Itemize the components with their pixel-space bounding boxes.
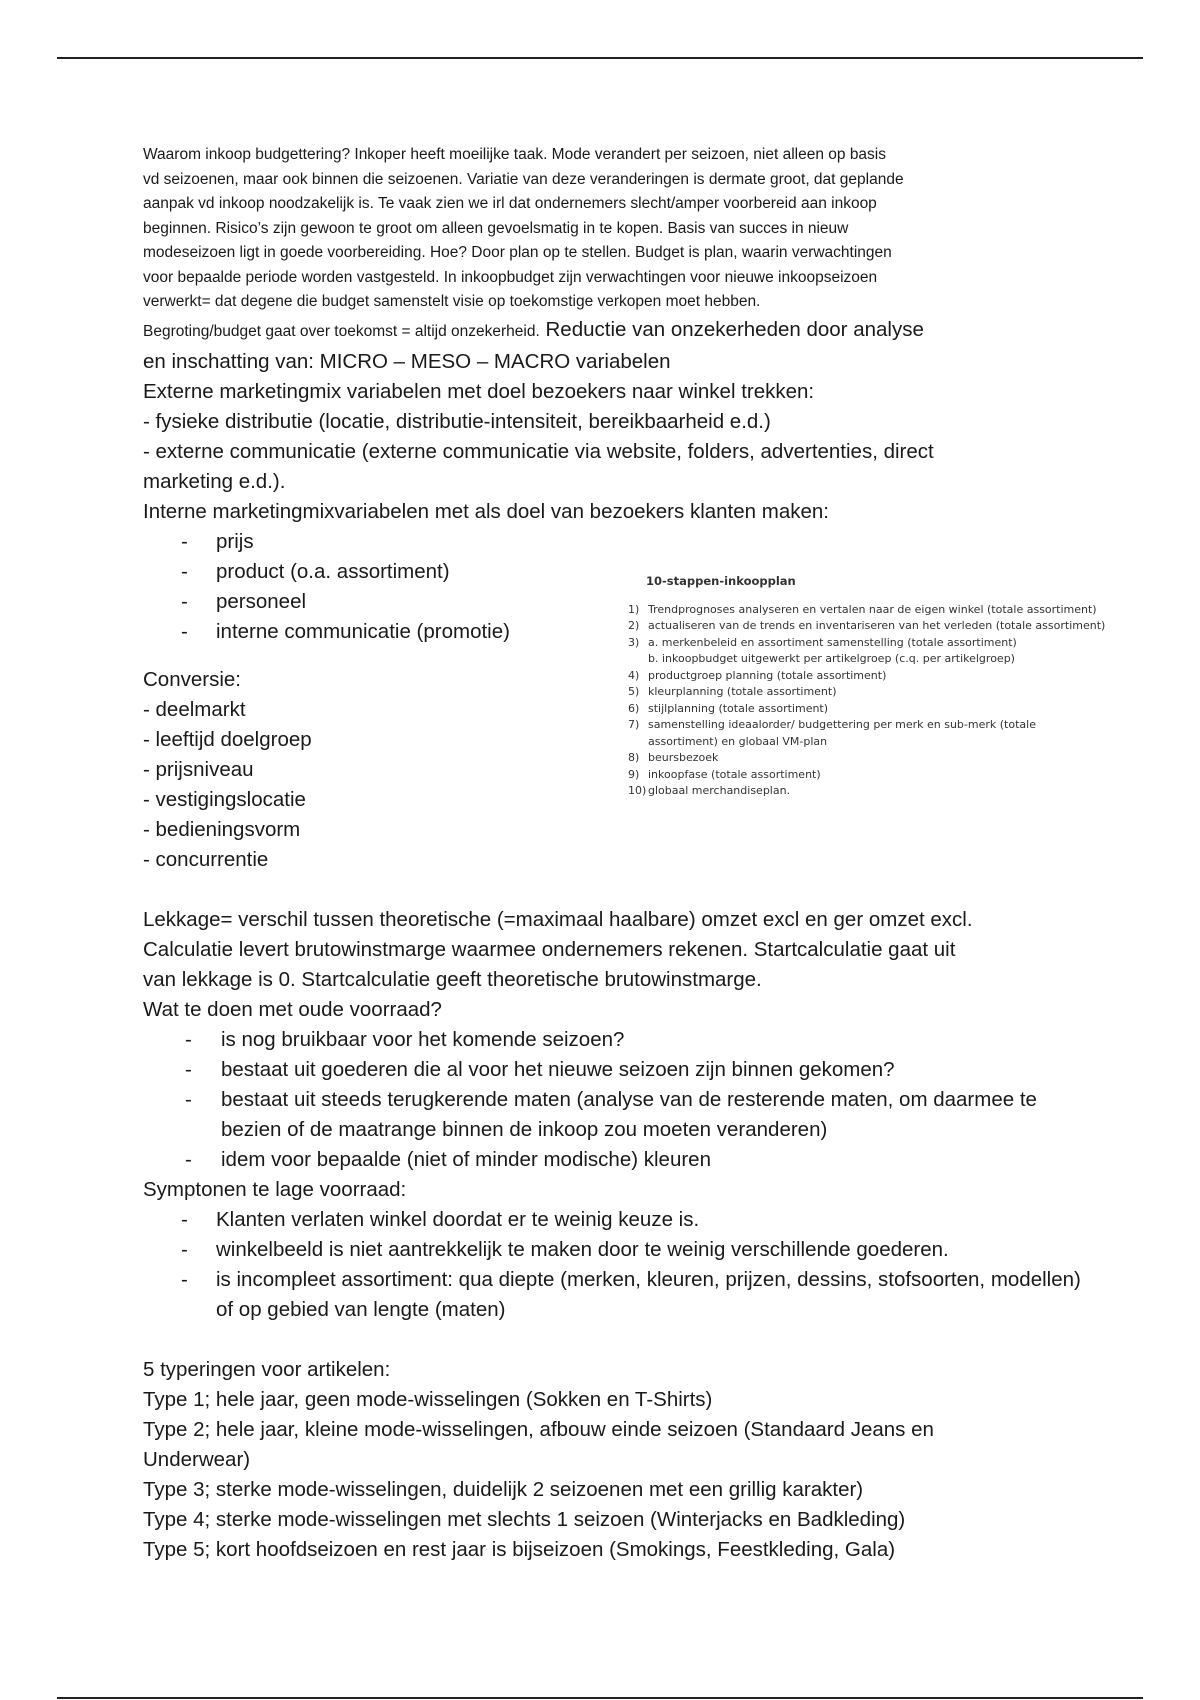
list-item: - is nog bruikbaar voor het komende seizoen? bbox=[143, 1025, 1083, 1055]
symptonen-heading: Symptonen te lage voorraad: bbox=[143, 1177, 407, 1201]
begroting-line bbox=[143, 315, 1083, 347]
figure-item bbox=[628, 602, 1148, 619]
list-item: - vestigingslocatie bbox=[143, 787, 306, 811]
list-item: - concurrentie bbox=[143, 847, 269, 871]
figure-item bbox=[628, 767, 1148, 784]
footer-rule bbox=[57, 1697, 1143, 1699]
text-line: Lekkage= verschil tussen theoretische (=maximaal haalbare) omzet excl en ger omzet excl. bbox=[143, 907, 973, 931]
item-text: inkoopfase (totale assortiment) bbox=[648, 767, 821, 781]
interne-heading: Interne marketingmixvariabelen met als doel van bezoekers klanten maken: bbox=[143, 499, 829, 523]
text-line: Underwear) bbox=[143, 1447, 251, 1471]
item-number: 4) bbox=[628, 668, 640, 682]
item-text: productgroep planning (totale assortiment) bbox=[648, 668, 887, 682]
voorraad-section bbox=[143, 995, 1083, 1175]
figure-list bbox=[628, 602, 1148, 800]
text-line: aanpak vd inkoop noodzakelijk is. Te vaak zien we irl dat ondernemers slecht/amper voorbereid aan inkoop bbox=[143, 195, 877, 212]
list-item: - bestaat uit goederen die al voor het nieuwe seizoen zijn binnen gekomen? bbox=[143, 1055, 1083, 1085]
item-text: samenstelling ideaalorder/ budgettering per merk en sub-merk (totale bbox=[648, 718, 1036, 731]
list-item: - Klanten verlaten winkel doordat er te weinig keuze is. bbox=[143, 1205, 1083, 1235]
text-line: en inschatting van: MICRO – MESO – MACRO variabelen bbox=[143, 349, 671, 373]
item-text: stijlplanning (totale assortiment) bbox=[648, 701, 829, 715]
header-rule bbox=[57, 57, 1143, 59]
list-item: - product (o.a. assortiment) bbox=[143, 557, 1083, 587]
intro-paragraph bbox=[143, 143, 1083, 377]
list-item: - leeftijd doelgroep bbox=[143, 727, 312, 751]
figure-item bbox=[628, 750, 1148, 767]
item-number: 5) bbox=[628, 685, 640, 698]
list-item: - is incompleet assortiment: qua diepte (merken, kleuren, prijzen, dessins, stofsoorten, modellen) of op gebied van lengte (maten) bbox=[143, 1265, 1083, 1325]
symptonen-section bbox=[143, 1175, 1083, 1325]
figure-item bbox=[628, 734, 1148, 751]
figure-title: 10-stappen-inkoopplan bbox=[646, 574, 796, 588]
text-line: Waarom inkoop budgettering? Inkoper heeft moeilijke taak. Mode verandert per seizoen, niet alleen op basis bbox=[143, 146, 887, 163]
text-line: Type 3; sterke mode-wisselingen, duidelijk 2 seizoenen met een grillig karakter) bbox=[143, 1477, 864, 1501]
voorraad-heading: Wat te doen met oude voorraad? bbox=[143, 997, 442, 1021]
list-item: - prijsniveau bbox=[143, 757, 254, 781]
list-item: - interne communicatie (promotie) bbox=[143, 617, 1083, 647]
text-line: verwerkt= dat degene die budget samenstelt visie op toekomstige verkopen moet hebben. bbox=[143, 293, 761, 310]
text-line: voor bepaalde periode worden vastgesteld. In inkoopbudget zijn verwachtingen voor nieuwe inkoopseizoen bbox=[143, 268, 878, 286]
item-number: 1) bbox=[628, 602, 640, 616]
text-line: - fysieke distributie (locatie, distributie-intensiteit, bereikbaarheid e.d.) bbox=[143, 409, 771, 433]
item-number: 2) bbox=[628, 619, 640, 632]
item-number: 8) bbox=[628, 751, 640, 764]
lekkage-section bbox=[143, 905, 1083, 995]
item-number: 7) bbox=[628, 718, 640, 731]
item-text: kleurplanning (totale assortiment) bbox=[648, 685, 837, 698]
item-text: a. merkenbeleid en assortiment samenstelling (totale assortiment) bbox=[648, 635, 1017, 649]
begroting-small: Begroting/budget gaat over toekomst = altijd onzekerheid. bbox=[143, 322, 540, 340]
voorraad-list bbox=[143, 1025, 1083, 1175]
text-line: marketing e.d.). bbox=[143, 469, 286, 493]
document-body bbox=[143, 143, 1083, 1565]
item-text: globaal merchandiseplan. bbox=[648, 784, 791, 797]
externe-section bbox=[143, 377, 1083, 497]
item-number: 6) bbox=[628, 701, 640, 715]
figure-item bbox=[628, 618, 1148, 635]
list-item: - personeel bbox=[143, 587, 1083, 617]
symptonen-list bbox=[143, 1205, 1083, 1325]
item-text: b. inkoopbudget uitgewerkt per artikelgroep (c.q. per artikelgroep) bbox=[648, 652, 1015, 665]
figure-item bbox=[628, 635, 1148, 652]
ten-step-plan-figure bbox=[628, 573, 1148, 800]
item-text: beursbezoek bbox=[648, 751, 719, 764]
text-line: Type 2; hele jaar, kleine mode-wisselingen, afbouw einde seizoen (Standaard Jeans en bbox=[143, 1417, 934, 1441]
text-line: modeseizoen ligt in goede voorbereiding. Hoe? Door plan op te stellen. Budget is plan, waarin verwachtingen bbox=[143, 244, 892, 261]
list-item: - deelmarkt bbox=[143, 697, 246, 721]
text-line: vd seizoenen, maar ook binnen die seizoenen. Variatie van deze veranderingen is dermate groot, dat geplande bbox=[143, 170, 904, 188]
text-line: Type 5; kort hoofdseizoen en rest jaar is bijseizoen (Smokings, Feestkleding, Gala) bbox=[143, 1537, 896, 1561]
item-number: 9) bbox=[628, 767, 640, 781]
list-item: - bedieningsvorm bbox=[143, 817, 301, 841]
text-line: Type 4; sterke mode-wisselingen met slechts 1 seizoen (Winterjacks en Badkleding) bbox=[143, 1507, 906, 1531]
externe-heading: Externe marketingmix variabelen met doel bezoekers naar winkel trekken: bbox=[143, 379, 815, 403]
list-item: - idem voor bepaalde (niet of minder modische) kleuren bbox=[143, 1145, 1083, 1175]
item-text: actualiseren van de trends en inventariseren van het verleden (totale assortiment) bbox=[648, 619, 1106, 632]
text-line: van lekkage is 0. Startcalculatie geeft theoretische brutowinstmarge. bbox=[143, 967, 762, 991]
item-number: 3) bbox=[628, 635, 640, 649]
text-line: - externe communicatie (externe communicatie via website, folders, advertenties, direct bbox=[143, 439, 934, 463]
text-line: Type 1; hele jaar, geen mode-wisselingen (Sokken en T-Shirts) bbox=[143, 1387, 713, 1411]
item-text: assortiment) en globaal VM-plan bbox=[648, 734, 828, 748]
item-number: 10) bbox=[628, 784, 647, 797]
list-item: - bestaat uit steeds terugkerende maten (analyse van de resterende maten, om daarmee te bezien of de maatrange binnen de inkoop zou moeten veranderen) bbox=[143, 1085, 1083, 1145]
list-item: - winkelbeeld is niet aantrekkelijk te maken door te weinig verschillende goederen. bbox=[143, 1235, 1083, 1265]
begroting-large: Reductie van onzekerheden door analyse bbox=[539, 317, 924, 341]
figure-item bbox=[628, 701, 1148, 718]
figure-item bbox=[628, 783, 1148, 800]
figure-item bbox=[628, 668, 1148, 685]
list-item: - prijs bbox=[143, 527, 1083, 557]
text-line: Calculatie levert brutowinstmarge waarmee ondernemers rekenen. Startcalculatie gaat uit bbox=[143, 937, 956, 961]
item-text: Trendprognoses analyseren en vertalen naar de eigen winkel (totale assortiment) bbox=[648, 602, 1097, 616]
figure-item bbox=[628, 684, 1148, 701]
typeringen-heading: 5 typeringen voor artikelen: bbox=[143, 1357, 391, 1381]
figure-item bbox=[628, 717, 1148, 734]
typeringen-section bbox=[143, 1355, 1083, 1565]
conversie-heading: Conversie: bbox=[143, 667, 241, 691]
text-line: beginnen. Risico’s zijn gewoon te groot om alleen gevoelsmatig in te kopen. Basis van succes in nieuw bbox=[143, 219, 849, 237]
figure-item bbox=[628, 651, 1148, 668]
